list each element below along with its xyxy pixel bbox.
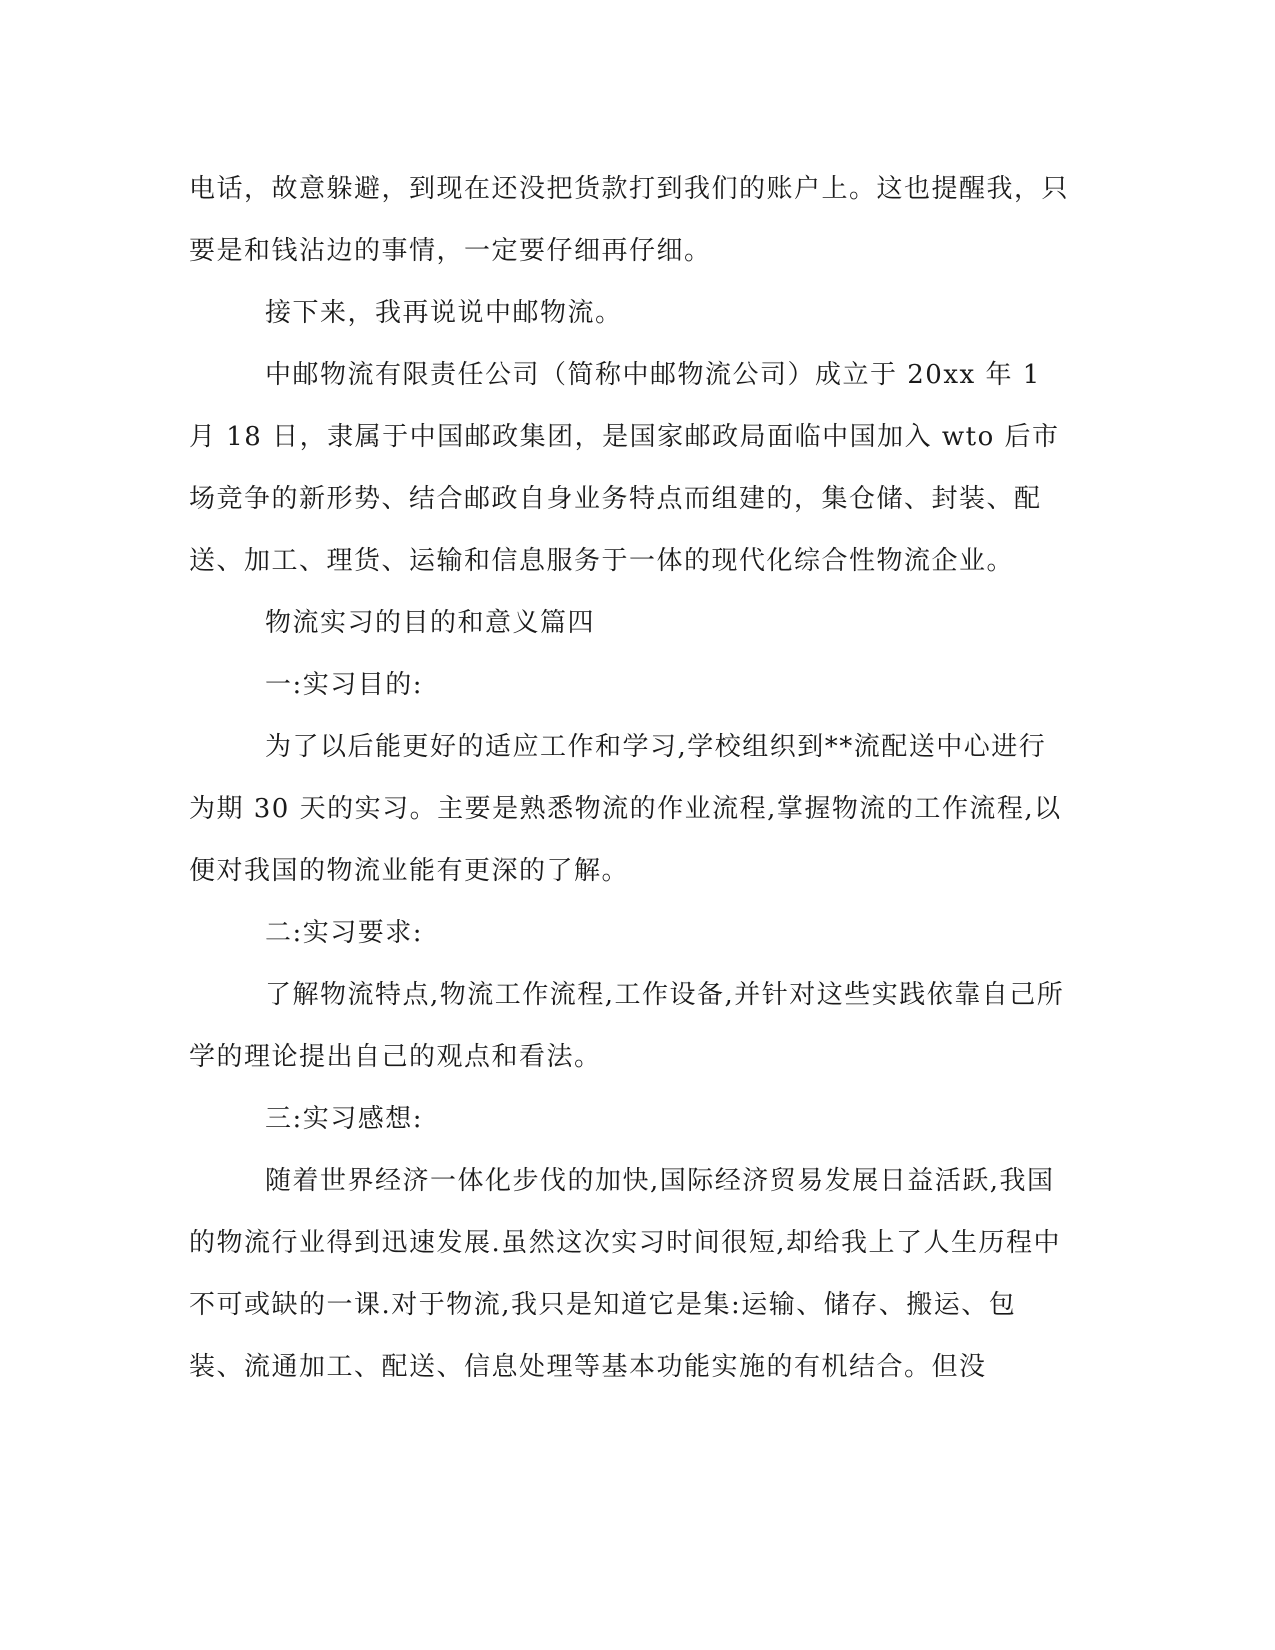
paragraph-2: 接下来，我再说说中邮物流。 bbox=[265, 298, 623, 328]
paragraph-purpose: 为了以后能更好的适应工作和学习,学校组织到**流配送中心进行为期 30 天的实习。主要是熟悉物流的作业流程,掌握物流的工作流程,以便对我国的物流业能有更深的了解。 bbox=[189, 732, 1062, 886]
paragraph-3: 中邮物流有限责任公司（简称中邮物流公司）成立于 20xx 年 1 月 18 日，隶属于中国邮政集团，是国家邮政局面临中国加入 wto 后市场竞争的新形势、结合邮政自身业务特点而组建的，集仓储、封装、配送、加工、理货、运输和信息服务于一体的现代化综合性物流企业。 bbox=[189, 360, 1060, 576]
paragraph-requirements: 了解物流特点,物流工作流程,工作设备,并针对这些实践依靠自己所学的理论提出自己的观点和看法。 bbox=[189, 980, 1065, 1072]
subheading-requirements: 二:实习要求: bbox=[265, 918, 424, 948]
paragraph-reflections: 随着世界经济一体化步伐的加快,国际经济贸易发展日益活跃,我国的物流行业得到迅速发展.虽然这次实习时间很短,却给我上了人生历程中不可或缺的一课.对于物流,我只是知道它是集:运输、储存、搬运、包装、流通加工、配送、信息处理等基本功能实施的有机结合。但没 bbox=[189, 1166, 1062, 1382]
subheading-reflections: 三:实习感想: bbox=[265, 1104, 424, 1134]
section-heading: 物流实习的目的和意义篇四 bbox=[265, 608, 596, 638]
document-body bbox=[189, 158, 1069, 1398]
subheading-purpose: 一:实习目的: bbox=[265, 670, 424, 700]
paragraph-1: 电话，故意躲避，到现在还没把货款打到我们的账户上。这也提醒我，只要是和钱沾边的事情，一定要仔细再仔细。 bbox=[189, 174, 1070, 266]
